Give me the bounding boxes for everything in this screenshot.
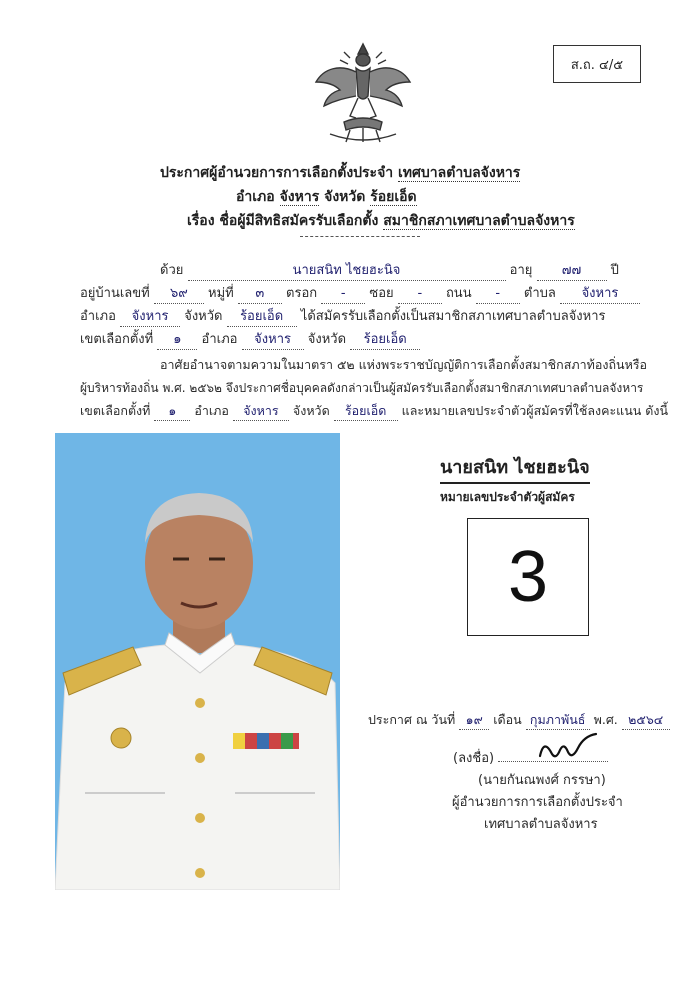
announce-year: ๒๕๖๔: [622, 711, 670, 730]
p1-line-2: [80, 285, 640, 304]
p2-changwat-label: จังหวัด: [292, 403, 330, 418]
announce-year-label: พ.ศ.: [593, 712, 618, 727]
amphoe2-label: อำเภอ: [201, 332, 238, 347]
header-line-2: [236, 186, 417, 208]
age-label: อายุ: [509, 263, 533, 278]
p2-district-label: เขตเลือกตั้งที่: [80, 403, 151, 418]
house-no-field: ๖๙: [154, 285, 204, 304]
moo-field: ๓: [238, 285, 282, 304]
p2-amphoe-field: จังหาร: [233, 402, 289, 421]
p1-line-3: [80, 308, 606, 327]
p2-line-1: อาศัยอำนาจตามความในมาตรา ๕๒ แห่งพระราชบัญญัติการเลือกตั้งสมาชิกสภาท้องถิ่นหรือ: [160, 357, 648, 372]
amphoe-label: อำเภอ: [80, 309, 116, 324]
house-label: อยู่บ้านเลขที่: [80, 286, 150, 301]
trok-field: -: [321, 285, 365, 304]
announce-month-label: เดือน: [493, 712, 522, 727]
header-prefix: ประกาศผู้อำนวยการการเลือกตั้งประจำ: [160, 165, 394, 181]
district-label: เขตเลือกตั้งที่: [80, 332, 154, 347]
announce-day: ๑๙: [459, 711, 489, 730]
signatory-position-2: เทศบาลตำบลจังหาร: [484, 817, 598, 832]
changwat2-field: ร้อยเอ็ด: [350, 331, 420, 350]
announce-month: กุมภาพันธ์: [526, 711, 590, 730]
soi-field: -: [398, 285, 442, 304]
changwat2-label: จังหวัด: [307, 332, 347, 347]
signatory-position-1: ผู้อำนวยการการเลือกตั้งประจำ: [452, 795, 623, 810]
header-subject: เรื่อง ชื่อผู้มีสิทธิสมัครรับเลือกตั้ง: [187, 213, 379, 229]
district-field: ๑: [157, 331, 197, 350]
candidate-photo: [55, 433, 340, 890]
p2-changwat-field: ร้อยเอ็ด: [334, 402, 398, 421]
tambon-label: ตำบล: [523, 286, 556, 301]
handwritten-signature-icon: [534, 730, 606, 766]
amphoe2-field: จังหาร: [242, 331, 304, 350]
announce-prefix: ประกาศ ณ วันที่: [368, 712, 456, 727]
candidate-number-label: หมายเลขประจำตัวผู้สมัคร: [440, 490, 575, 504]
signatory-name: (นายกันณพงศ์ กรรษา): [478, 773, 606, 788]
road-label: ถนน: [445, 286, 472, 301]
candidate-number: 3: [507, 537, 549, 617]
header-line-3: [187, 210, 575, 232]
header-divider: [300, 236, 420, 237]
year-label: ปี: [610, 263, 619, 278]
p1-line-1: [160, 262, 619, 281]
moo-label: หมู่ที่: [208, 286, 234, 301]
form-code-box: [553, 45, 641, 83]
soi-label: ซอย: [369, 286, 394, 301]
p1-line-4: [80, 331, 420, 350]
age-field: ๗๗: [537, 262, 607, 281]
p2-line-2: ผู้บริหารท้องถิ่น พ.ศ. ๒๕๖๒ จึงประกาศชื่อบุคคลดังกล่าวเป็นผู้สมัครรับเลือกตั้งสมาชิกสภาเทศบาลตำบลจังหาร: [80, 381, 644, 395]
header-amphoe-label: อำเภอ: [236, 189, 275, 205]
p2-amphoe-label: อำเภอ: [194, 403, 229, 418]
p2-tail: และหมายเลขประจำตัวผู้สมัครที่ใช้ลงคะแนน ดังนี้: [401, 403, 669, 418]
p2-line-3: [80, 402, 668, 421]
candidate-name-field: นายสนิท ไชยฮะนิจ: [188, 262, 506, 281]
form-code: ส.ถ. ๔/๕: [570, 57, 624, 73]
amphoe-field: จังหาร: [120, 308, 180, 327]
garuda-emblem-icon: [310, 38, 416, 146]
candidate-portrait-icon: [55, 433, 340, 890]
header-office: เทศบาลตำบลจังหาร: [398, 165, 521, 181]
header-amphoe: จังหาร: [279, 189, 320, 205]
tambon-field: จังหาร: [560, 285, 640, 304]
header-position: สมาชิกสภาเทศบาลตำบลจังหาร: [383, 213, 575, 229]
changwat-field: ร้อยเอ็ด: [227, 308, 297, 327]
p2-district-field: ๑: [154, 402, 190, 421]
candidate-number-box: [467, 518, 589, 636]
trok-label: ตรอก: [286, 286, 318, 301]
header-changwat: ร้อยเอ็ด: [370, 189, 417, 205]
header-line-1: [160, 162, 520, 184]
announce-date-line: [368, 711, 670, 730]
changwat-label: จังหวัด: [184, 309, 223, 324]
header-changwat-label: จังหวัด: [324, 189, 366, 205]
sign-label: (ลงชื่อ): [453, 751, 495, 766]
candidate-name-heading: นายสนิท ไชยฮะนิจ: [440, 452, 590, 484]
road-field: -: [476, 285, 520, 304]
applied-text: ได้สมัครรับเลือกตั้งเป็นสมาชิกสภาเทศบาลตำบลจังหาร: [300, 309, 606, 324]
by-label: ด้วย: [160, 263, 184, 278]
